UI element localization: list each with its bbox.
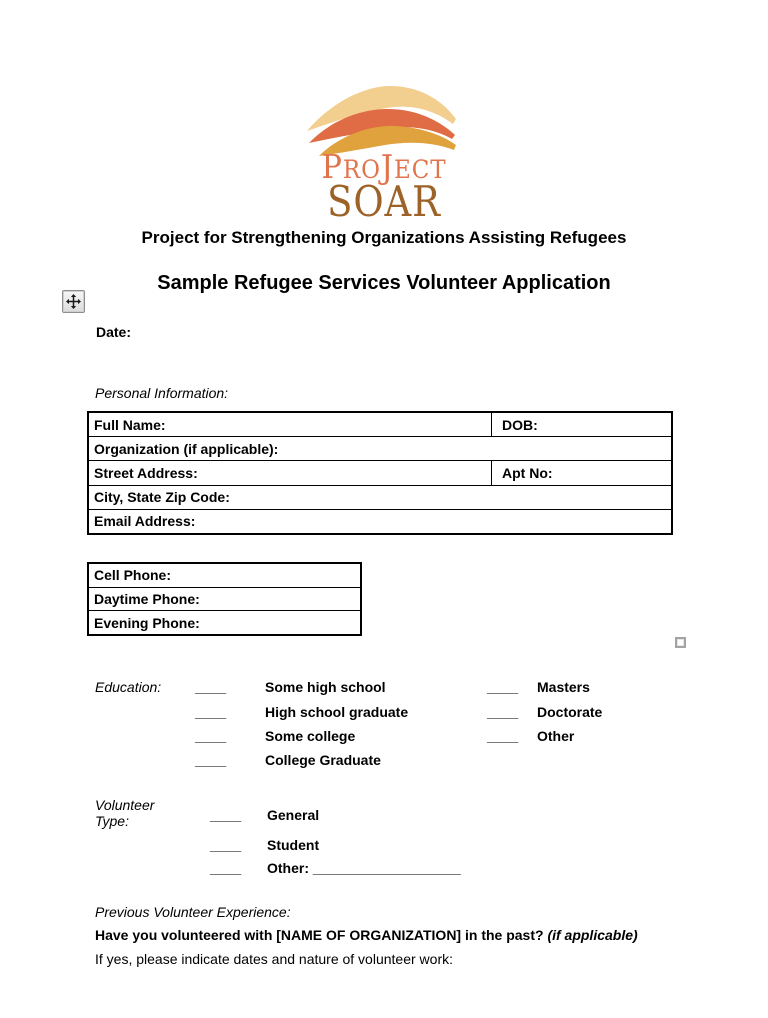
education-option-row	[487, 728, 574, 745]
question-text: Have you volunteered with [NAME OF ORGANIZATION] in the past?	[95, 927, 544, 943]
date-label: Date:	[96, 324, 132, 340]
previous-experience-question	[95, 927, 638, 944]
table-row	[88, 587, 361, 611]
previous-experience-section-label: Previous Volunteer Experience:	[95, 904, 291, 920]
move-handle[interactable]	[62, 290, 85, 313]
logo-letter: ECT	[393, 155, 447, 184]
cell-phone-label: Cell Phone:	[94, 567, 172, 584]
fill-in-blank[interactable]: ____	[210, 837, 242, 853]
apt-no-label: Apt No:	[502, 464, 553, 481]
volunteer-type-option-label: General	[267, 807, 320, 823]
education-option-row	[195, 704, 408, 721]
apt-no-cell[interactable]	[492, 461, 673, 485]
other-fill-in-line[interactable]: ___________________	[312, 860, 461, 876]
fill-in-blank[interactable]: ____	[210, 860, 242, 876]
organization-label: Organization (if applicable):	[94, 440, 279, 457]
education-option-label: High school graduate	[265, 704, 409, 720]
volunteer-type-section-label	[95, 797, 185, 829]
city-state-zip-cell[interactable]	[88, 485, 672, 509]
evening-phone-label: Evening Phone:	[94, 614, 200, 631]
personal-info-table	[87, 411, 673, 535]
logo-letter: RO	[342, 155, 381, 184]
logo-letter: P	[321, 147, 343, 186]
fill-in-blank[interactable]: ____	[487, 704, 519, 720]
personal-info-section-label: Personal Information:	[95, 385, 229, 401]
fill-in-blank[interactable]: ____	[487, 679, 519, 695]
table-row	[88, 485, 672, 509]
full-name-label: Full Name:	[94, 416, 166, 433]
fill-in-blank[interactable]: ____	[195, 704, 227, 720]
education-option-row	[195, 752, 381, 769]
table-row	[88, 437, 672, 461]
daytime-phone-label: Daytime Phone:	[94, 590, 200, 607]
cell-phone-cell[interactable]	[88, 563, 361, 587]
previous-experience-followup: If yes, please indicate dates and nature of volunteer work:	[95, 951, 453, 967]
education-option-row	[195, 728, 355, 745]
volunteer-type-label-line1: Volunteer	[95, 797, 155, 813]
fill-in-blank[interactable]: ____	[195, 679, 227, 695]
fill-in-blank[interactable]: ____	[487, 728, 519, 744]
form-title: Sample Refugee Services Volunteer Application	[157, 272, 611, 294]
volunteer-type-option-row	[210, 860, 461, 877]
object-handle[interactable]	[675, 637, 686, 648]
education-section-label: Education:	[95, 679, 162, 695]
daytime-phone-cell[interactable]	[88, 587, 361, 611]
street-address-label: Street Address:	[94, 464, 198, 481]
volunteer-type-label-line2: Type:	[95, 813, 129, 829]
organization-cell[interactable]	[88, 437, 672, 461]
education-option-label: Some college	[265, 728, 356, 744]
education-option-label: Some high school	[265, 679, 386, 695]
education-option-row	[195, 679, 386, 696]
dob-label: DOB:	[502, 416, 538, 433]
logo-soar-word: SOAR	[327, 177, 441, 226]
table-row	[88, 611, 361, 635]
city-state-zip-label: City, State Zip Code:	[94, 489, 230, 506]
education-option-row	[487, 704, 602, 721]
volunteer-type-option-row	[210, 837, 319, 854]
email-label: Email Address:	[94, 513, 196, 530]
education-option-label: Doctorate	[537, 704, 603, 720]
street-address-cell[interactable]	[88, 461, 492, 485]
education-option-label: Other	[537, 728, 575, 744]
volunteer-type-option-row	[210, 807, 319, 824]
education-option-row	[487, 679, 590, 696]
fill-in-blank[interactable]: ____	[195, 728, 227, 744]
volunteer-type-option-label: Other:	[267, 860, 309, 876]
education-option-label: Masters	[537, 679, 590, 695]
evening-phone-cell[interactable]	[88, 611, 361, 635]
move-icon	[66, 294, 81, 309]
logo-letter: J	[380, 147, 394, 186]
table-row	[88, 461, 672, 485]
table-row	[88, 563, 361, 587]
table-row	[88, 412, 672, 437]
full-name-cell[interactable]	[88, 412, 492, 437]
fill-in-blank[interactable]: ____	[210, 807, 242, 823]
fill-in-blank[interactable]: ____	[195, 752, 227, 768]
phone-table	[87, 562, 362, 636]
organization-heading: Project for Strengthening Organizations Assisting Refugees	[141, 228, 627, 247]
dob-cell[interactable]	[492, 412, 673, 437]
table-row	[88, 509, 672, 534]
question-suffix: (if applicable)	[547, 927, 638, 943]
education-option-label: College Graduate	[265, 752, 381, 768]
email-cell[interactable]	[88, 509, 672, 534]
volunteer-type-option-label: Student	[267, 837, 320, 853]
